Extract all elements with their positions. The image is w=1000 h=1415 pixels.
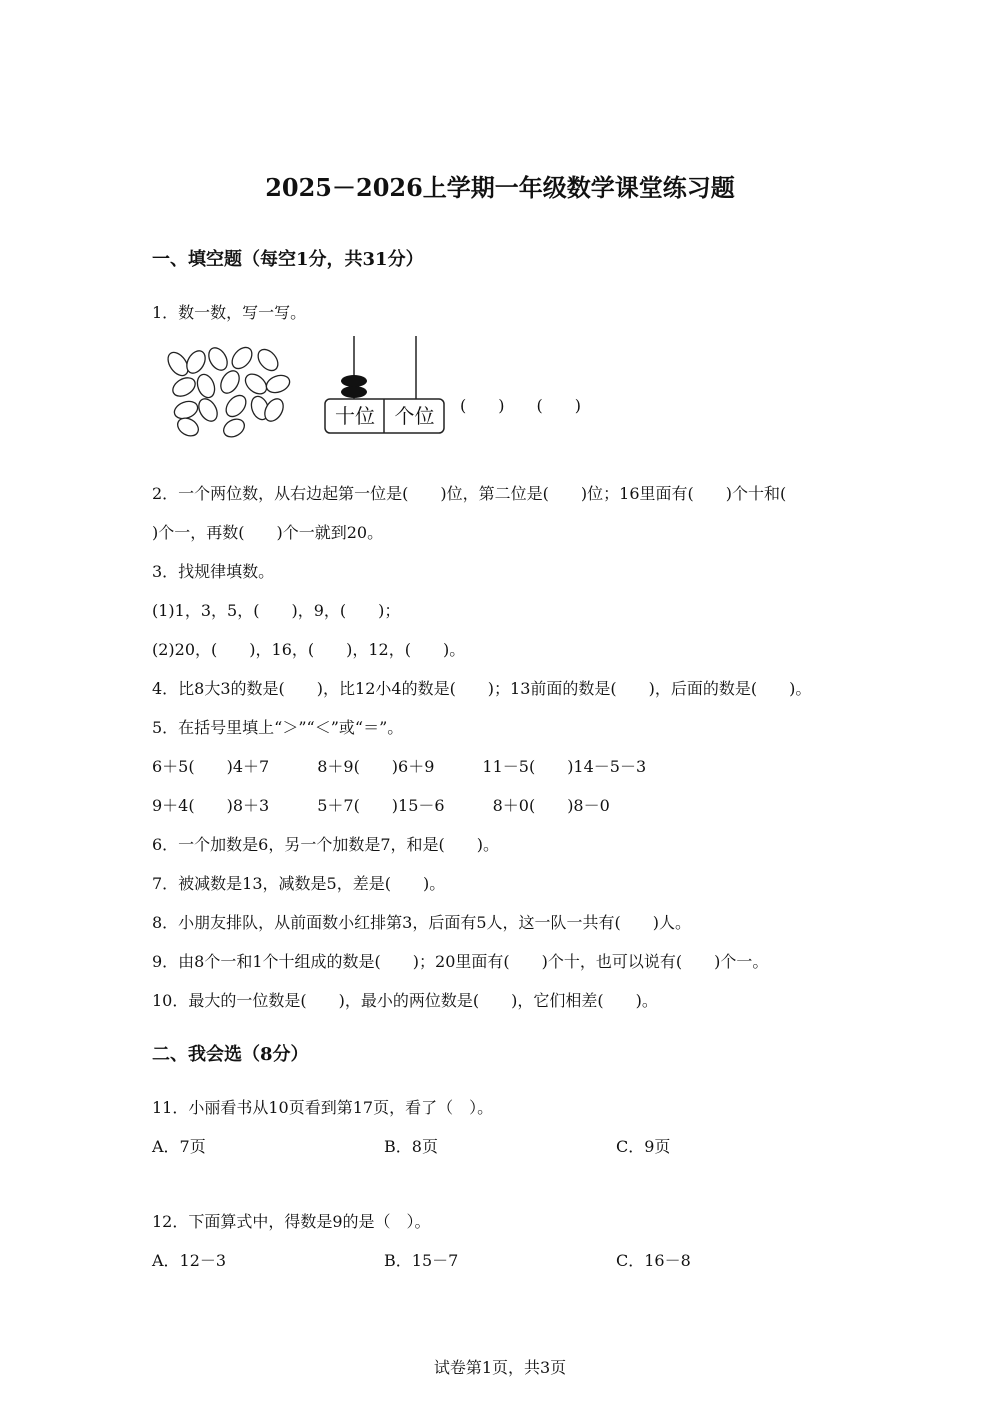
section-1-heading: 一、填空题（每空1分，共31分） bbox=[152, 249, 424, 270]
abacus-ones-label: 个位 bbox=[394, 404, 435, 428]
section-2-heading: 二、我会选（8分） bbox=[152, 1044, 309, 1065]
question-8: 8．小朋友排队，从前面数小红排第3，后面有5人，这一队一共有( )人。 bbox=[152, 913, 692, 932]
question-12-option-a: A．12－3 bbox=[152, 1251, 227, 1270]
page-title: 2025－2026上学期一年级数学课堂练习题 bbox=[265, 173, 735, 202]
question-12-option-c: C．16－8 bbox=[616, 1251, 691, 1270]
question-11-option-c: C．9页 bbox=[616, 1137, 671, 1156]
question-3-part-1: (1)1，3，5，( )，9，( )； bbox=[152, 601, 401, 620]
question-9: 9．由8个一和1个十组成的数是( )；20里面有( )个十，也可以说有( )个一。 bbox=[152, 952, 769, 971]
question-10: 10．最大的一位数是( )，最小的两位数是( )，它们相差( )。 bbox=[152, 991, 658, 1010]
question-5: 5．在括号里填上“＞”“＜”或“＝”。 bbox=[152, 718, 404, 737]
question-2-line-2: )个一，再数( )个一就到20。 bbox=[152, 523, 384, 542]
question-1-figure bbox=[160, 332, 460, 442]
question-6: 6．一个加数是6，另一个加数是7，和是( )。 bbox=[152, 835, 500, 854]
question-2-line-1: 2．一个两位数，从右边起第一位是( )位，第二位是( )位；16里面有( )个十和( bbox=[152, 484, 787, 503]
abacus-tens-label: 十位 bbox=[335, 404, 375, 428]
question-12-option-b: B．15－7 bbox=[384, 1251, 459, 1270]
question-11-option-a: A．7页 bbox=[152, 1137, 206, 1156]
beans-icon bbox=[164, 344, 292, 441]
question-4: 4．比8大3的数是( )，比12小4的数是( )；13前面的数是( )，后面的数是( )。 bbox=[152, 679, 812, 698]
question-7: 7．被减数是13，减数是5，差是( )。 bbox=[152, 874, 446, 893]
question-11: 11．小丽看书从10页看到第17页，看了（ ）。 bbox=[152, 1098, 494, 1117]
page-footer: 试卷第1页，共3页 bbox=[433, 1358, 567, 1377]
question-3-part-2: (2)20，( )，16，( )，12，( )。 bbox=[152, 640, 466, 659]
question-5-row-2: 9＋4( )8＋3 5＋7( )15－6 8＋0( )8－0 bbox=[152, 796, 610, 815]
question-11-option-b: B．8页 bbox=[384, 1137, 438, 1156]
question-1-answer-blanks: ( ) ( ) bbox=[460, 396, 581, 415]
question-5-row-1: 6＋5( )4＋7 8＋9( )6＋9 11－5( )14－5－3 bbox=[152, 757, 647, 776]
question-1: 1．数一数，写一写。 bbox=[152, 303, 307, 322]
question-3: 3．找规律填数。 bbox=[152, 562, 275, 581]
question-12: 12．下面算式中，得数是9的是（ ）。 bbox=[152, 1212, 431, 1231]
